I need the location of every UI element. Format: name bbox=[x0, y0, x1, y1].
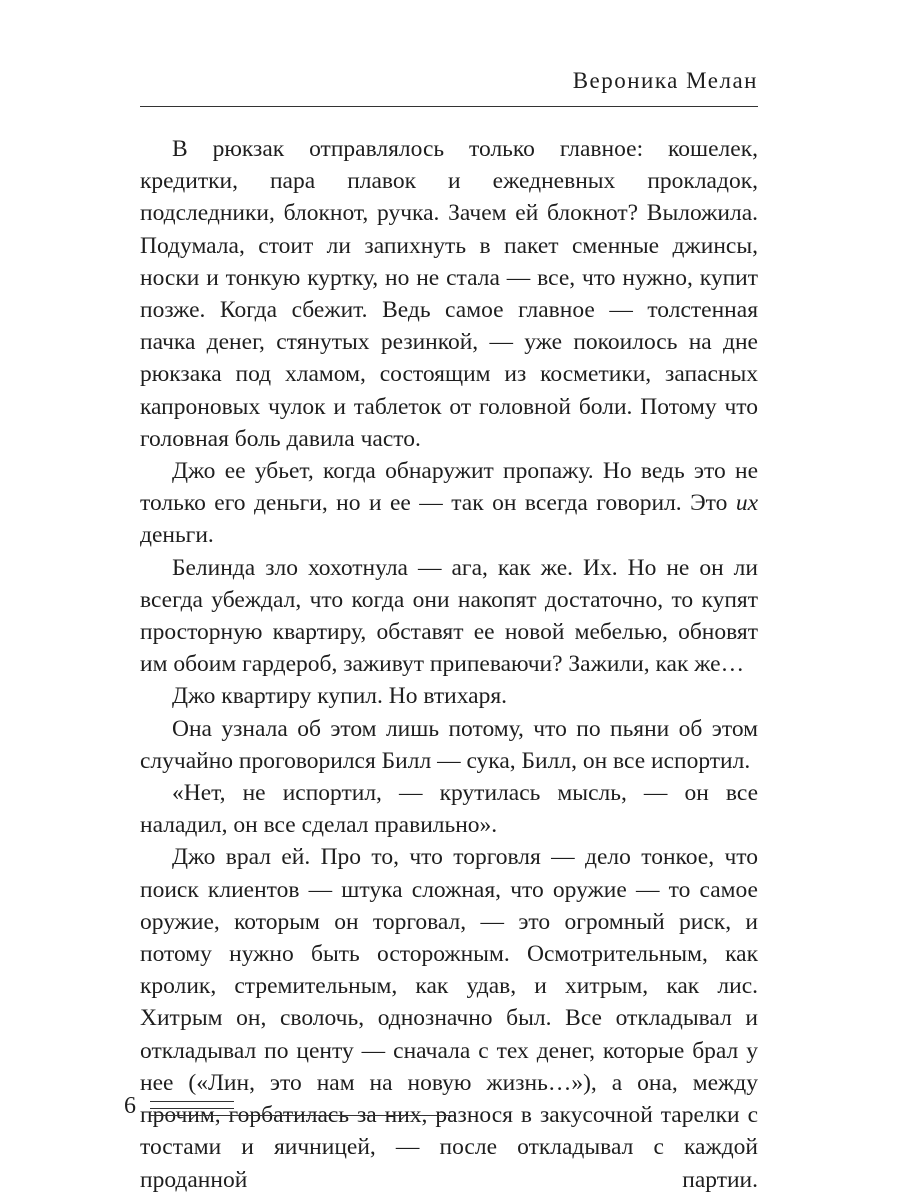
running-head-author: Вероника Мелан bbox=[572, 68, 758, 93]
paragraph-text: Джо ее убьет, когда обнаружит пропажу. Но ведь это не только его деньги, но и ее — так он всегда говорил. Это bbox=[140, 458, 758, 517]
paragraph: «Нет, не испортил, — крутилась мысль, — он все наладил, он все сделал правильно». bbox=[140, 780, 758, 839]
footer-rule bbox=[150, 1101, 234, 1102]
body-text bbox=[140, 133, 758, 1196]
emphasis-text: их bbox=[735, 490, 758, 517]
paragraph: Белинда зло хохотнула — ага, как же. Их. Но не он ли всегда убеждал, что когда они накопят достаточно, то купят просторную квартиру, обставят ее новой мебелью, обновят им обоим гардероб, заживут припеваючи? Зажили, как же… bbox=[140, 554, 758, 678]
paragraph-with-emphasis bbox=[140, 455, 758, 552]
page-number: 6 bbox=[124, 1093, 136, 1119]
paragraph: Джо квартиру купил. Но втихаря. bbox=[172, 683, 508, 710]
paragraph-text: деньги. bbox=[140, 522, 214, 549]
header-rule bbox=[140, 106, 758, 107]
paragraph: Джо врал ей. Про то, что торговля — дело тонкое, что поиск клиентов — штука сложная, что оружие — то самое оружие, которым он торговал, — это огромный риск, и потому нужно быть осторожным. Осмотрительным, как кролик, стремительным, как удав, и хитрым, как лис. Хитрым он, сволочь, однозначно был. Все откладывал и откладывал по центу — сначала с тех денег, которые брал у нее («Лин, это нам на новую жизнь…»), а она, между прочим, горбатилась за них, разнося в закусочной тарелки с тостами и яичницей, — после откладывал с каждой проданной партии. bbox=[140, 844, 758, 1193]
footer-rule bbox=[150, 1108, 234, 1109]
paragraph: В рюкзак отправлялось только главное: кошелек, кредитки, пара плавок и ежедневных прокладок, подследники, блокнот, ручка. Зачем ей блокнот? Выложила. Подумала, стоит ли запихнуть в пакет сменные джинсы, носки и тонкую куртку, но не стала — все, что нужно, купит позже. Когда сбежит. Ведь самое главное — толстенная пачка денег, стянутых резинкой, — уже покоилось на дне рюкзака под хламом, состоящим из косметики, запасных капроновых чулок и таблеток от головной боли. Потому что головная боль давила часто. bbox=[140, 136, 758, 452]
paragraph: Она узнала об этом лишь потому, что по пьяни об этом случайно проговорился Билл — сука, Билл, он все испортил. bbox=[140, 715, 758, 774]
footer-rule bbox=[150, 1115, 456, 1116]
